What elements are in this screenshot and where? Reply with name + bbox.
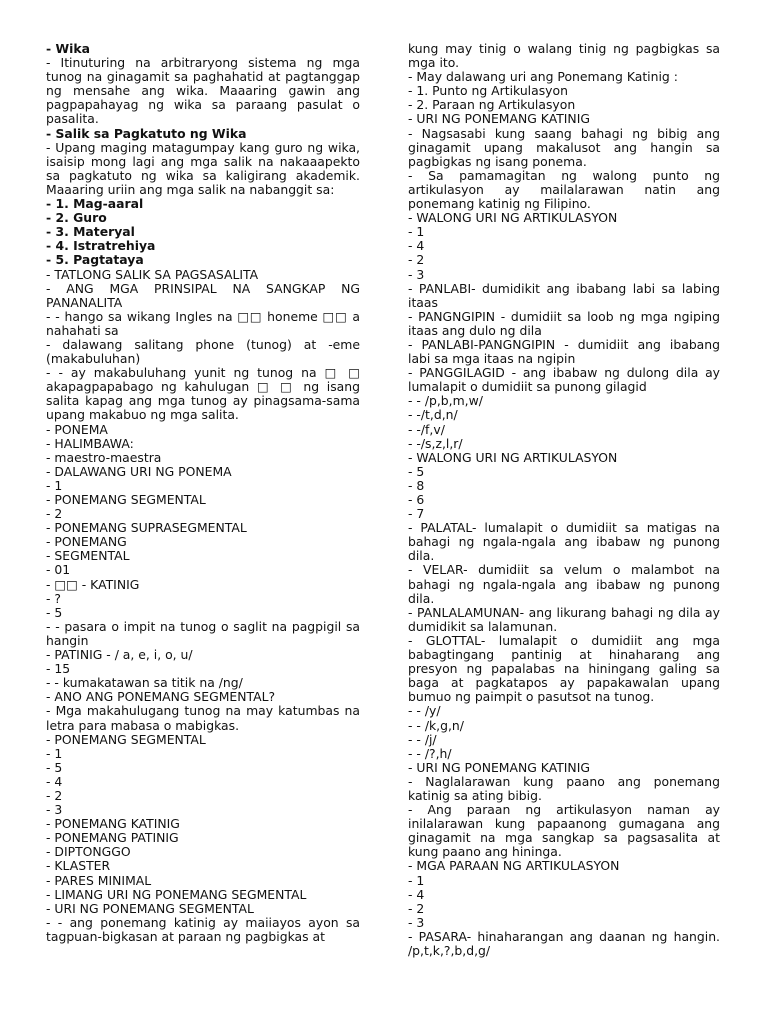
list-item: - PONEMANG KATINIG: [46, 816, 180, 832]
list-item: - - /y/: [408, 703, 441, 719]
list-item: - 5: [46, 604, 63, 620]
paragraph: - dalawang salitang phone (tunog) at -eme (makabuluhan): [46, 336, 360, 367]
list-item: - -/s,z,l,r/: [408, 435, 463, 451]
list-item: - 3: [46, 802, 63, 818]
list-item: - 2: [46, 787, 63, 803]
list-item: - 1: [46, 745, 63, 761]
list-item: - 4: [408, 238, 425, 254]
paragraph: - - pasara o impit na tunog o saglit na pagpigil sa hangin: [46, 618, 360, 648]
heading-wika: - Wika: [46, 41, 90, 56]
list-item: - URI NG PONEMANG SEGMENTAL: [46, 900, 254, 916]
paragraph: - Sa pamamagitan ng walong punto ng artikulasyon ay mailalarawan natin ang ponemang katinig ng Filipino.: [408, 167, 720, 212]
list-item: - - /?,h/: [408, 745, 452, 761]
list-item: - TATLONG SALIK SA PAGSASALITA: [46, 266, 259, 282]
list-item: - 3. Materyal: [46, 224, 135, 240]
list-item: - URI NG PONEMANG KATINIG: [408, 111, 590, 127]
list-item: - 8: [408, 477, 425, 493]
list-item: - 3: [408, 266, 425, 282]
list-item: - PONEMA: [46, 421, 108, 437]
list-item: - 1. Mag-aaral: [46, 196, 144, 212]
list-item: - □□ - KATINIG: [46, 576, 140, 592]
paragraph: - PANGNGIPIN - dumidiit sa loob ng mga ngiping itaas ang dulo ng dila: [408, 308, 720, 338]
list-item: - 01: [46, 562, 71, 578]
list-item: - 2. Paraan ng Artikulasyon: [408, 97, 576, 113]
list-item: - HALIMBAWA:: [46, 435, 134, 451]
list-item: - 1: [46, 477, 63, 493]
list-item: - DIPTONGGO: [46, 844, 131, 860]
paragraph: - - hango sa wikang Ingles na □□ honeme □□ a nahahati sa: [46, 308, 360, 338]
paragraph: - Itinuturing na arbitraryong sistema ng mga tunog na ginagamit sa paghahatid at pagtanggap ng mensahe ang wika. Maaaring gawin ang pagpapahayag ng wika sa paraang pasulat o pasalita.: [46, 55, 360, 127]
list-item: - 15: [46, 661, 71, 677]
list-item: - PONEMANG: [46, 534, 127, 550]
list-item: - - /j/: [408, 731, 437, 747]
paragraph: - Ang paraan ng artikulasyon naman ay inilalarawan kung papaanong gumagana ang ginagamit na mga sangkap sa pagsasalita at kung paano ang hininga.: [408, 802, 720, 860]
list-item: - 3: [408, 914, 425, 930]
list-item: - PONEMANG SEGMENTAL: [46, 492, 206, 507]
list-item: - KLASTER: [46, 858, 111, 874]
list-item: - 4. Istratrehiya: [46, 238, 156, 254]
list-item: - WALONG URI NG ARTIKULASYON: [408, 210, 618, 226]
list-item: - 4: [46, 773, 63, 789]
list-item: - 2: [408, 252, 425, 268]
right-column: [408, 42, 720, 958]
paragraph: - PANLABI- dumidikit ang ibabang labi sa labing itaas: [408, 280, 720, 310]
paragraph: - - ang ponemang katinig ay maiiayos ayon sa tagpuan-bigkasan at paraan ng pagbigkas at: [46, 914, 360, 944]
list-item: - MGA PARAAN NG ARTIKULASYON: [408, 858, 620, 874]
list-item: - 6: [408, 492, 425, 507]
paragraph: - - ay makabuluhang yunit ng tunog na □ □ akapagpapabago ng kahulugan □ □ ng isang salita kapag ang mga tunog ay pinagsama-sama upang makabuo ng mga salita.: [46, 365, 360, 423]
heading-salik: - Salik sa Pagkatuto ng Wika: [46, 125, 247, 141]
list-item: - PONEMANG SEGMENTAL: [46, 731, 206, 747]
list-item: - ?: [46, 590, 61, 606]
list-item: - PATINIG - / a, e, i, o, u/: [46, 647, 193, 663]
left-column: [46, 42, 360, 944]
list-item: - URI NG PONEMANG KATINIG: [408, 759, 590, 775]
list-item: - 1: [408, 872, 425, 888]
paragraph: - PALATAL- lumalapit o dumidiit sa matigas na bahagi ng ngala-ngala ang ibabaw ng punong dila.: [408, 520, 720, 564]
paragraph: - PANGGILAGID - ang ibabaw ng dulong dila ay lumalapit o dumidiit sa punong gilagid: [408, 365, 720, 395]
paragraph: kung may tinig o walang tinig ng pagbigkas sa mga ito.: [408, 41, 720, 71]
list-item: - - kumakatawan sa titik na /ng/: [46, 675, 243, 691]
list-item: - 5. Pagtataya: [46, 252, 144, 268]
list-item: - maestro-maestra: [46, 449, 162, 465]
list-item: - 2. Guro: [46, 210, 107, 226]
list-item: - 5: [46, 759, 63, 775]
paragraph: - Naglalarawan kung paano ang ponemang katinig sa ating bibig.: [408, 773, 720, 803]
list-item: - 5: [408, 463, 425, 479]
list-item: - WALONG URI NG ARTIKULASYON: [408, 449, 618, 465]
list-item: - 4: [408, 886, 425, 902]
paragraph: - GLOTTAL- lumalapit o dumidiit ang mga babagtingang pantinig at hinaharang ang presyon ng papalabas na hiningang galing sa baga at pagkatapos ay papakawalan upang bumuo ng paimpit o pasutsot na tunog.: [408, 632, 720, 705]
list-item: - LIMANG URI NG PONEMANG SEGMENTAL: [46, 886, 307, 902]
paragraph: - PANLABI-PANGNGIPIN - dumidiit ang ibabang labi sa mga itaas na ngipin: [408, 336, 720, 367]
paragraph: - PANLALAMUNAN- ang likurang bahagi ng dila ay dumidikit sa lalamunan.: [408, 604, 720, 634]
list-item: - 1: [408, 224, 425, 240]
paragraph: - Upang maging matagumpay kang guro ng wika, isaisip mong lagi ang mga salik na nakaaapekto sa pagkatuto ng wika sa kaligirang akademik. Maaaring uriin ang mga salik na nabanggit sa:: [46, 139, 360, 197]
list-item: - PONEMANG PATINIG: [46, 830, 179, 846]
list-item: - May dalawang uri ang Ponemang Katinig :: [408, 69, 678, 85]
list-item: - 2: [408, 900, 425, 916]
list-item: - - /k,g,n/: [408, 717, 464, 733]
list-item: - ANO ANG PONEMANG SEGMENTAL?: [46, 689, 276, 705]
list-item: - 1. Punto ng Artikulasyon: [408, 83, 568, 99]
list-item: - -/f,v/: [408, 421, 445, 437]
list-item: - -/t,d,n/: [408, 407, 458, 423]
list-item: - 2: [46, 506, 63, 522]
paragraph: - ANG MGA PRINSIPAL NA SANGKAP NG PANANALITA: [46, 280, 360, 310]
paragraph: - PASARA- hinaharangan ang daanan ng hangin. /p,t,k,?,b,d,g/: [408, 928, 720, 958]
paragraph: - Mga makahulugang tunog na may katumbas na letra para mabasa o mabigkas.: [46, 703, 360, 733]
paragraph: - VELAR- dumidiit sa velum o malambot na bahagi ng ngala-ngala ang ibabaw ng punong dila.: [408, 562, 720, 606]
list-item: - DALAWANG URI NG PONEMA: [46, 463, 232, 479]
list-item: - - /p,b,m,w/: [408, 393, 483, 409]
list-item: - SEGMENTAL: [46, 548, 130, 564]
list-item: - PARES MINIMAL: [46, 872, 152, 888]
list-item: - 7: [408, 506, 425, 522]
list-item: - PONEMANG SUPRASEGMENTAL: [46, 520, 247, 536]
paragraph: - Nagsasabi kung saang bahagi ng bibig ang ginagamit upang makalusot ang hangin sa pagbigkas ng isang ponema.: [408, 125, 720, 169]
